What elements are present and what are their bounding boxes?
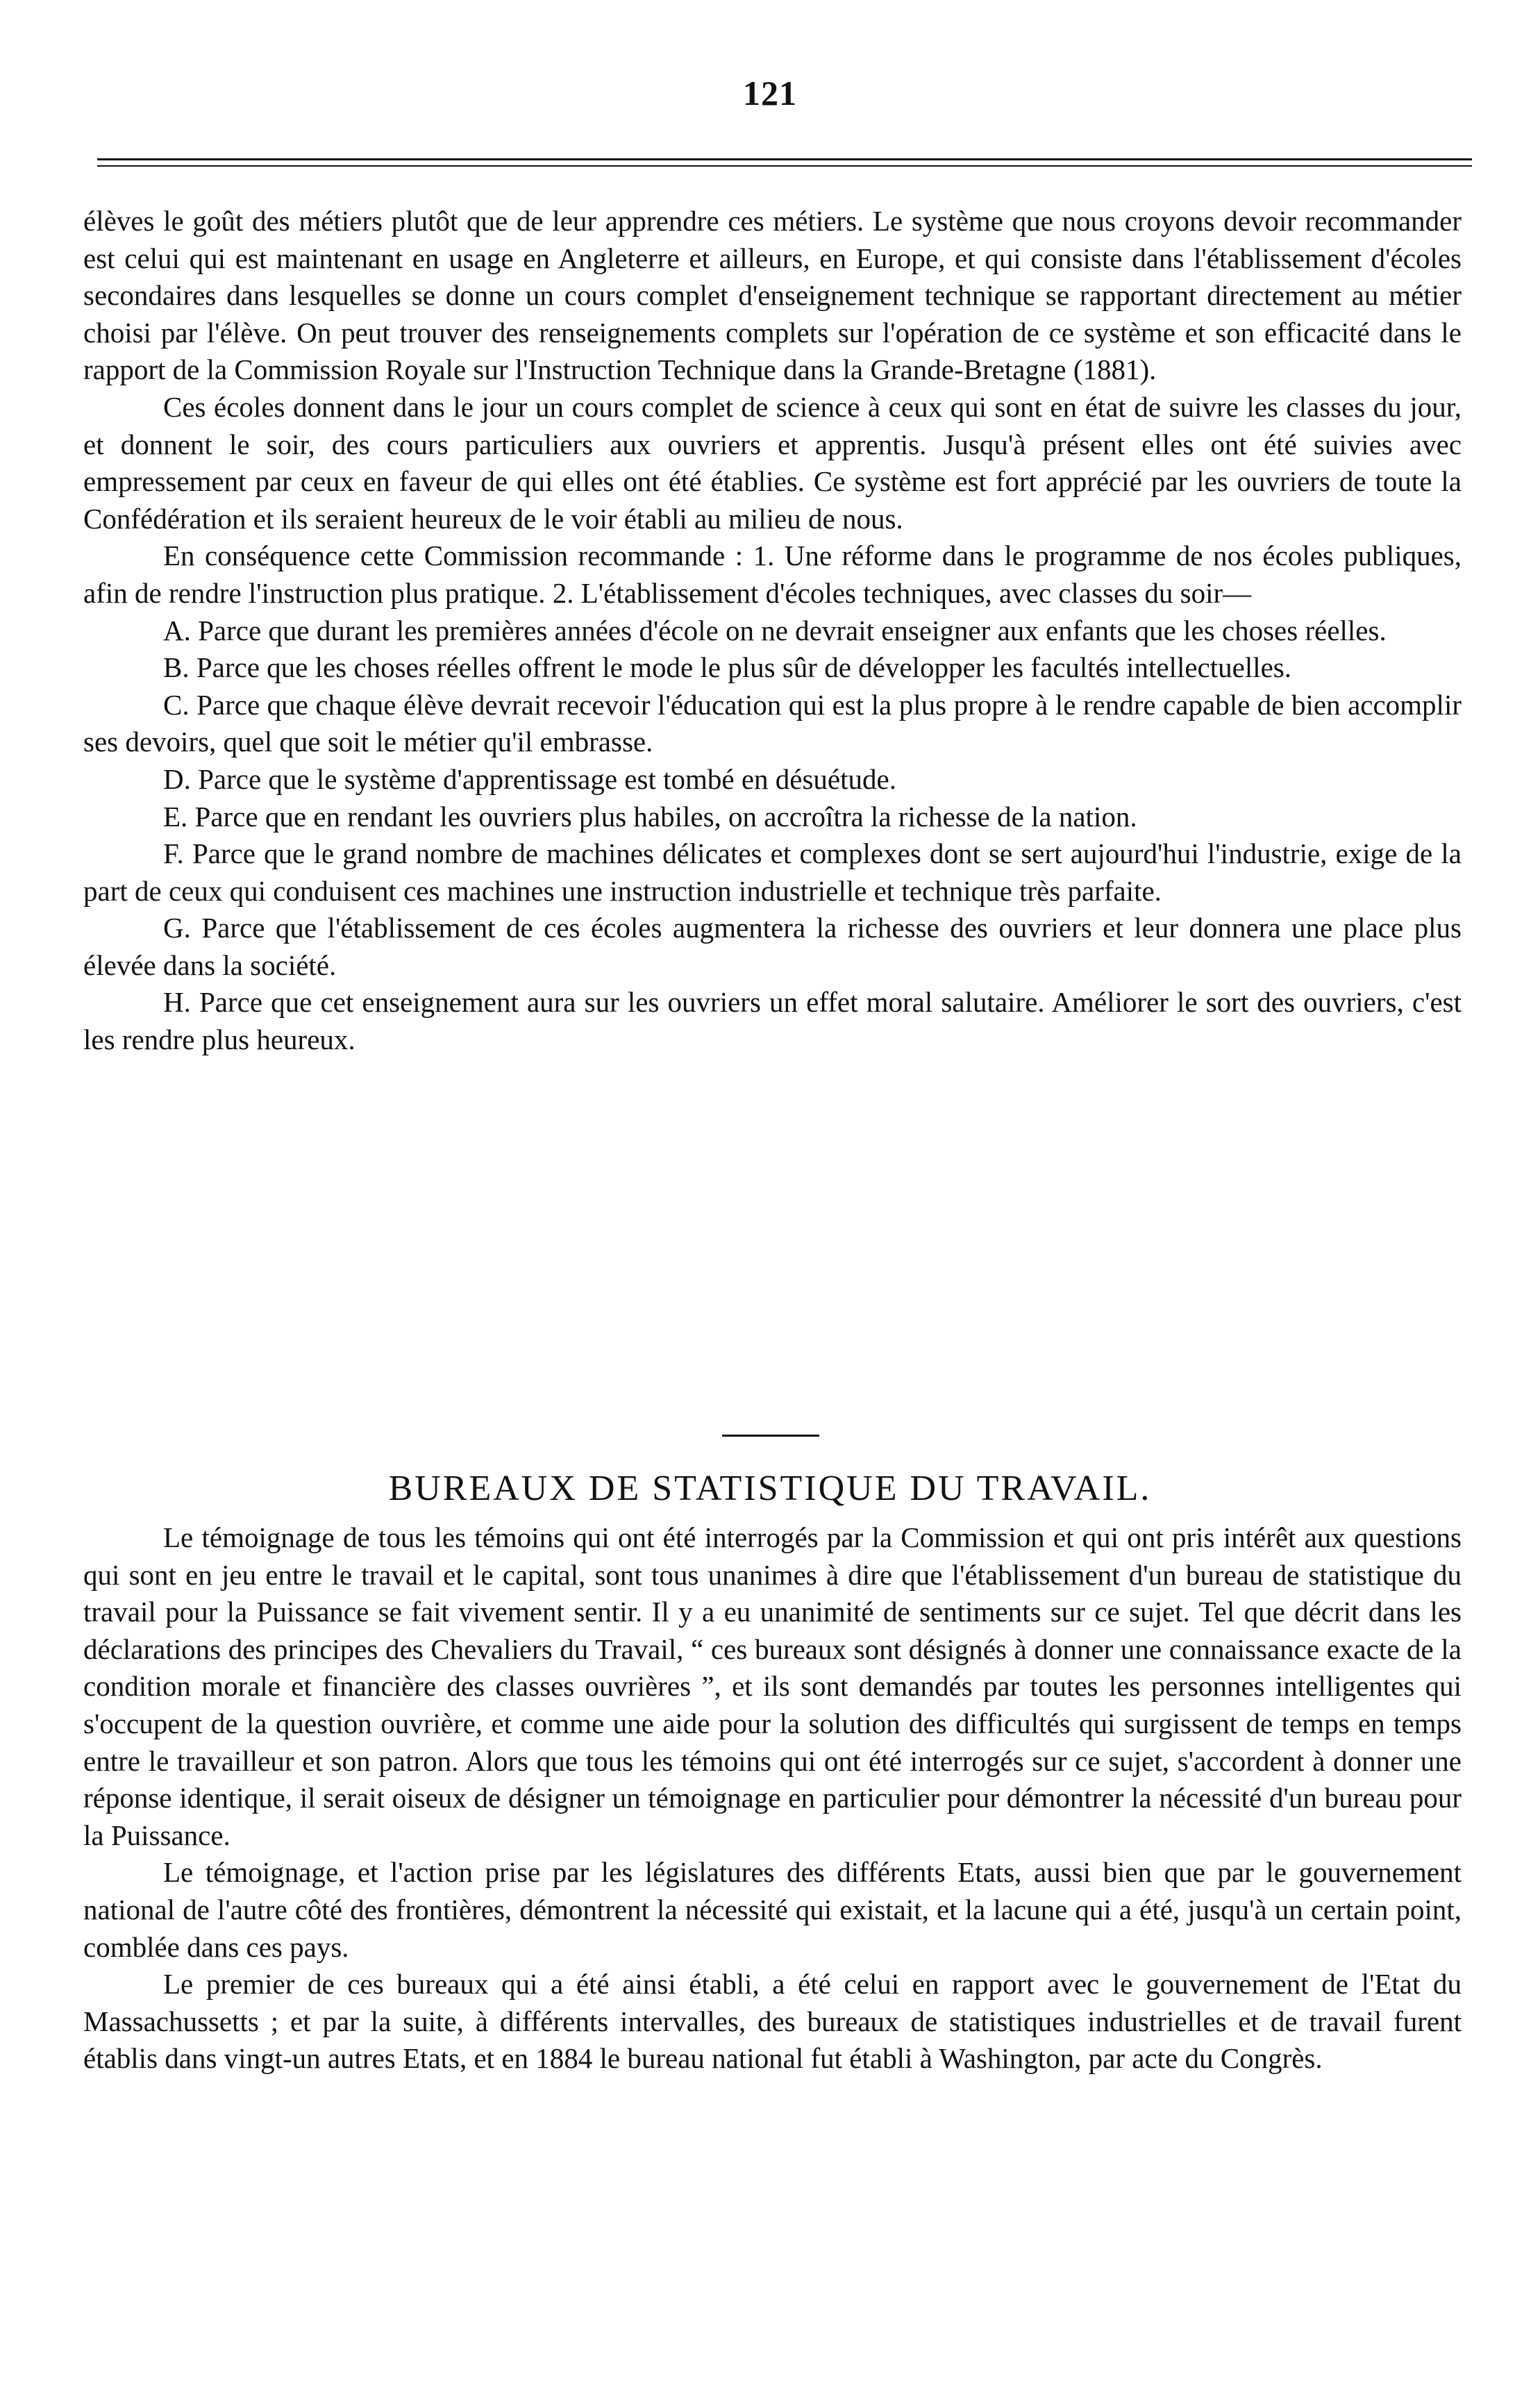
paragraph: Le premier de ces bureaux qui a été ainsi établi, a été celui en rapport avec le gouvernement de l'Etat du Massachussetts ; et par la suite, à différents intervalles, des bureaux de statistiques industrielles et de travail furent établis dans vingt-un autres Etats, et en 1884 le bureau national fut établi à Washington, par acte du Congrès. — [83, 1968, 1462, 2075]
page-number: 121 — [743, 74, 797, 112]
paragraph: En conséquence cette Commission recommande : 1. Une réforme dans le programme de nos écoles publiques, afin de rendre l'instruction plus pratique. 2. L'établissement d'écoles techniques, avec classes du soir— — [83, 540, 1462, 609]
header-rule — [97, 158, 1472, 160]
recommendation-item-d: D. Parce que le système d'apprentissage est tombé en désuétude. — [163, 762, 896, 795]
section-divider — [722, 1435, 819, 1437]
recommendation-item-c: C. Parce que chaque élève devrait recevoir l'éducation qui est la plus propre à le rendre capable de bien accomplir ses devoirs, quel que soit le métier qu'il embrasse. — [83, 688, 1462, 758]
header-rule-secondary — [97, 165, 1472, 167]
recommendation-item-e: E. Parce que en rendant les ouvriers plus habiles, on accroîtra la richesse de la nation. — [163, 800, 1137, 833]
paragraph: élèves le goût des métiers plutôt que de leur apprendre ces métiers. Le système que nous croyons devoir recommander est celui qui est maintenant en usage en Angleterre et ailleurs, en Europe, et qui consiste dans l'établissement d'écoles secondaires dans lesquelles se donne un cours complet d'enseignement technique se rapportant directement au métier choisi par l'élève. On peut trouver des renseignements complets sur l'opération de ce système et son efficacité dans le rapport de la Commission Royale sur l'Instruction Technique dans la Grande-Bretagne (1881). — [83, 205, 1462, 386]
paragraph: Ces écoles donnent dans le jour un cours complet de science à ceux qui sont en état de suivre les classes du jour, et donnent le soir, des cours particuliers aux ouvriers et apprentis. Jusqu'à présent elles ont été suivies avec empressement par ceux en faveur de qui elles ont été établies. Ce système est fort apprécié par les ouvriers de toute la Confédération et ils seraient heureux de le voir établi au milieu de nous. — [83, 390, 1462, 535]
paragraph: Le témoignage de tous les témoins qui ont été interrogés par la Commission et qui ont pris intérêt aux questions qui sont en jeu entre le travail et le capital, sont tous unanimes à dire que l'établissement d'un bureau de statistique du travail pour la Puissance se fait vivement sentir. Il y a eu unanimité de sentiments sur ce sujet. Tel que décrit dans les déclarations des principes des Chevaliers du Travail, “ ces bureaux sont désignés à donner une connaissance exacte de la condition morale et financière des classes ouvrières ”, et ils sont demandés par toutes les personnes intelligentes qui s'occupent de la question ouvrière, et comme une aide pour la solution des difficultés qui surgissent de temps en temps entre le travailleur et son patron. Alors que tous les témoins qui ont été interrogés sur ce sujet, s'accordent à donner une réponse identique, il serait oiseux de désigner un témoignage en particulier pour démontrer la nécessité d'un bureau pour la Puissance. — [83, 1521, 1462, 1851]
recommendation-item-a: A. Parce que durant les premières années d'école on ne devrait enseigner aux enfants que les choses réelles. — [163, 614, 1387, 646]
recommendation-item-g: G. Parce que l'établissement de ces écoles augmentera la richesse des ouvriers et leur donnera une place plus élevée dans la société. — [83, 912, 1462, 981]
recommendation-item-f: F. Parce que le grand nombre de machines délicates et complexes dont se sert aujourd'hui l'industrie, exige de la part de ceux qui conduisent ces machines une instruction industrielle et technique très parfaite. — [83, 837, 1462, 907]
main-text-block — [83, 203, 1462, 1059]
paragraph: Le témoignage, et l'action prise par les législatures des différents Etats, aussi bien que par le gouvernement national de l'autre côté des frontières, démontrent la nécessité qui existait, et la lacune qui a été, jusqu'à un certain point, comblée dans ces pays. — [83, 1856, 1462, 1963]
recommendation-item-h: H. Parce que cet enseignement aura sur les ouvriers un effet moral salutaire. Améliorer le sort des ouvriers, c'est les rendre plus heureux. — [83, 986, 1462, 1056]
section-text-block — [83, 1519, 1462, 2078]
recommendation-item-b: B. Parce que les choses réelles offrent le mode le plus sûr de développer les facultés intellectuelles. — [163, 651, 1292, 684]
section-heading: BUREAUX DE STATISTIQUE DU TRAVAIL. — [388, 1469, 1152, 1508]
